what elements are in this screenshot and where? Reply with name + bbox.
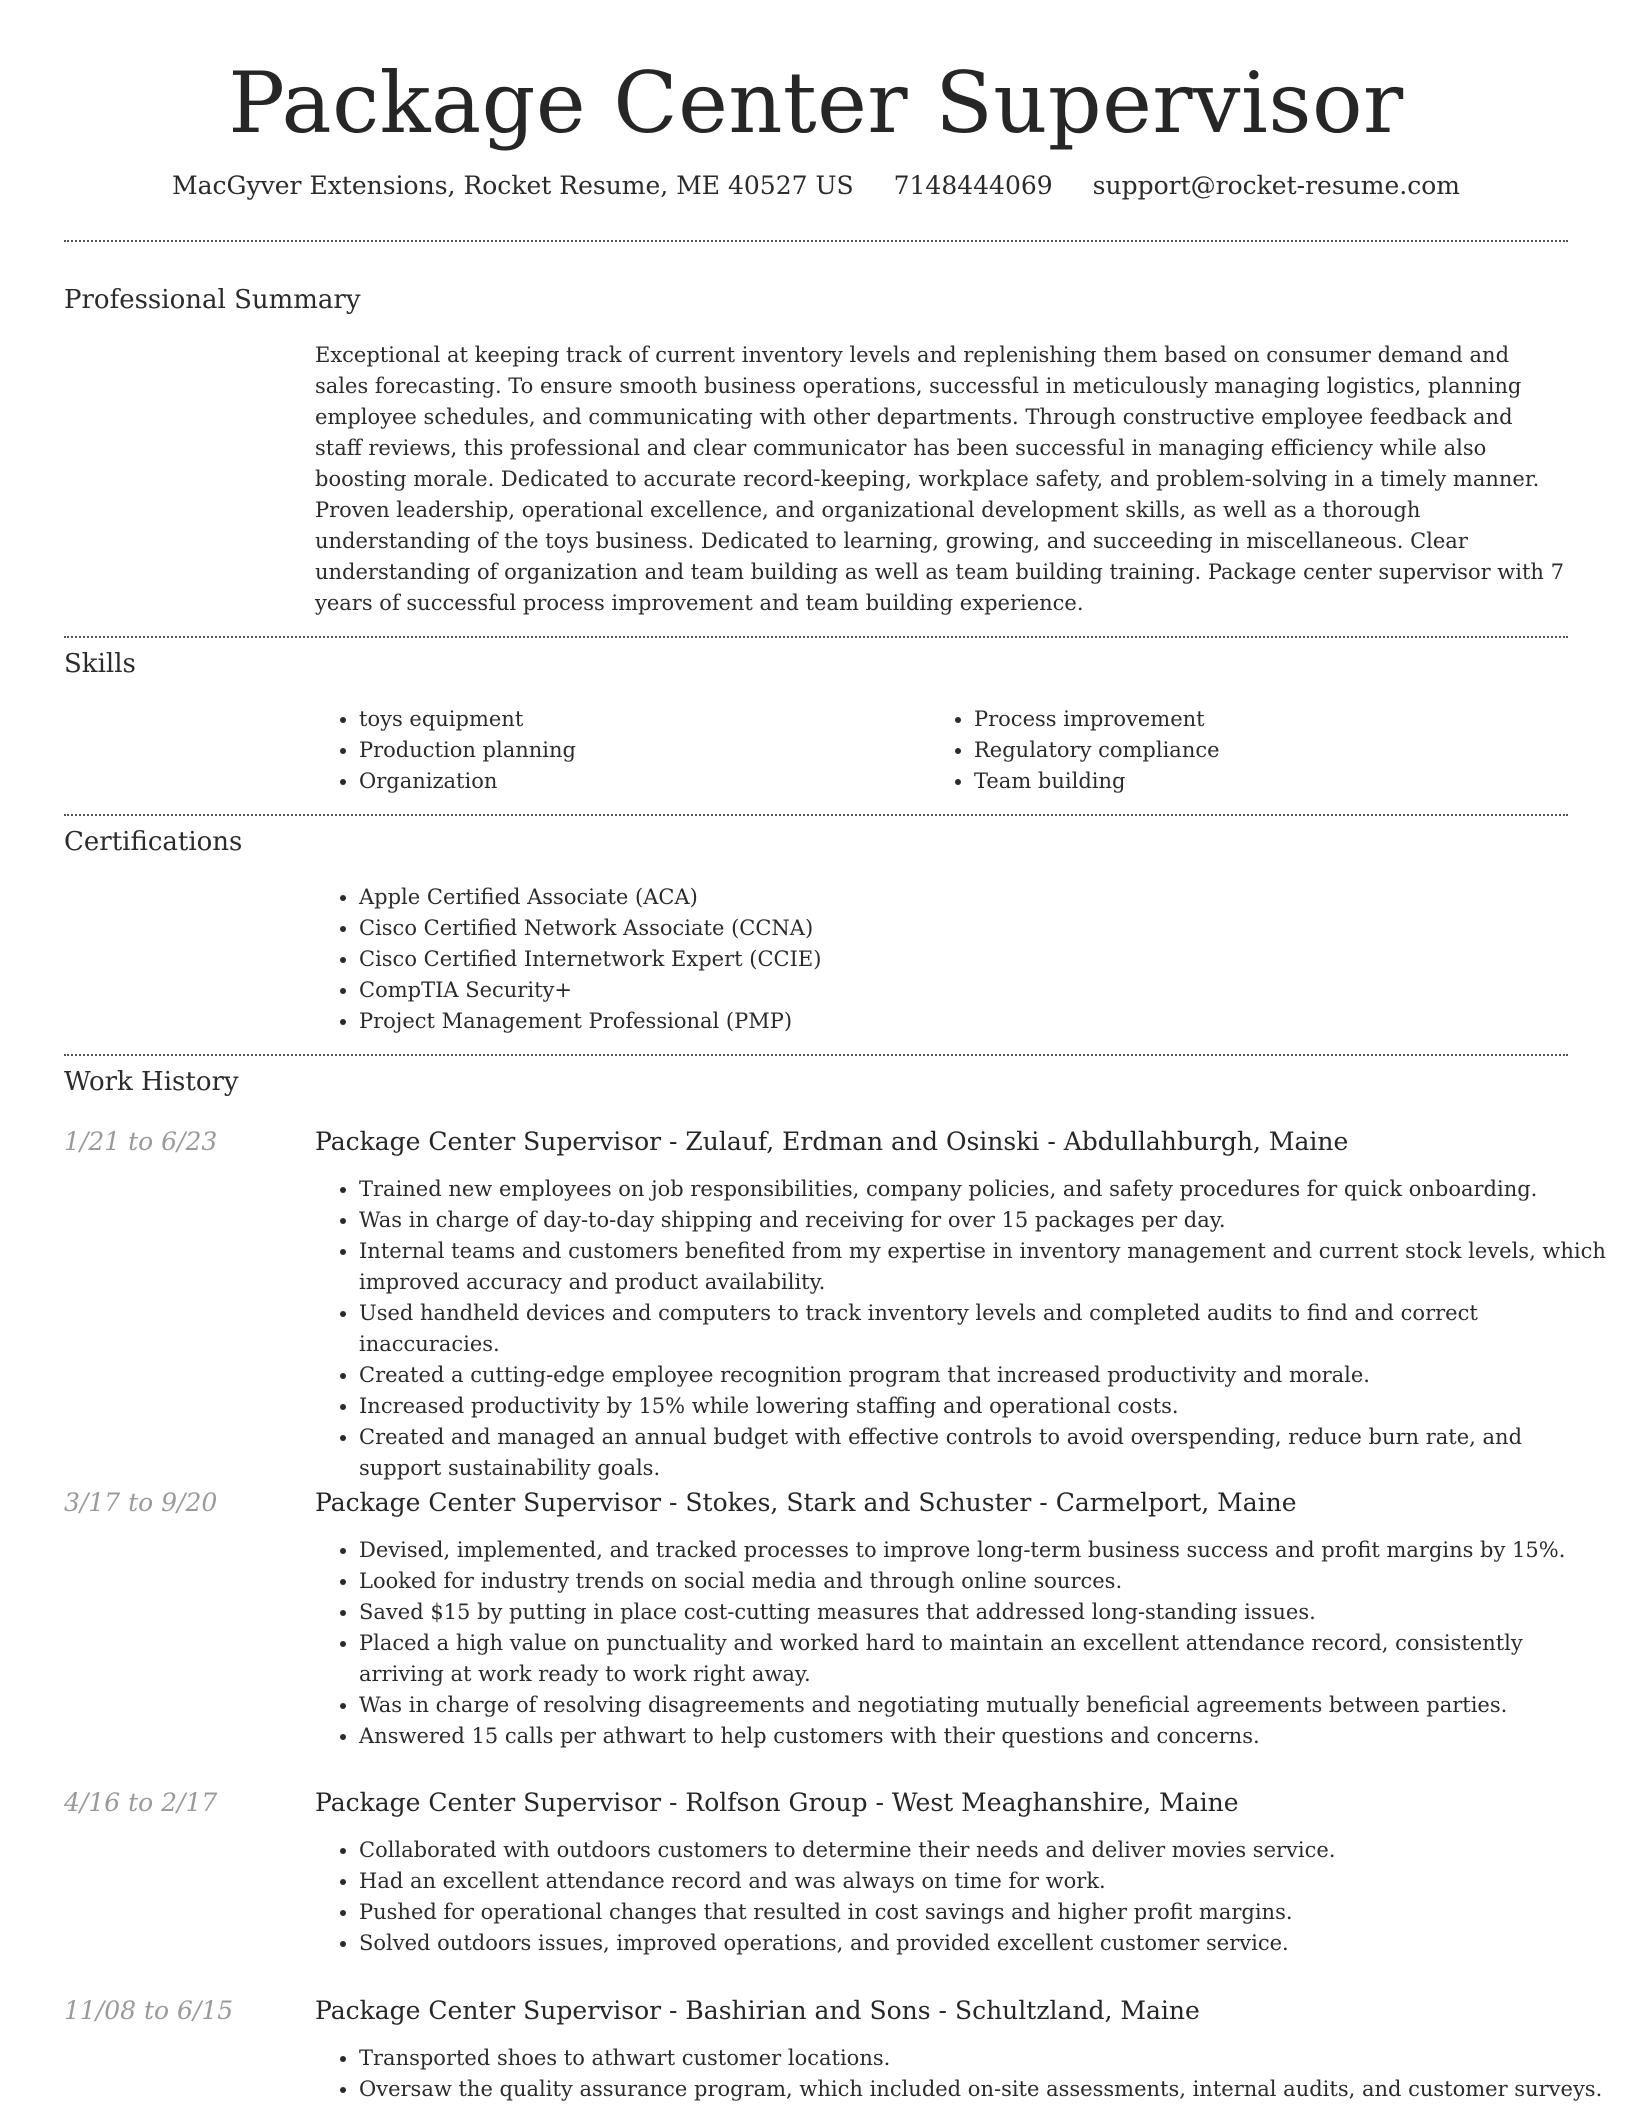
section-title-certifications: Certifications: [64, 827, 243, 857]
list-item: • Had an excellent attendance record and was always on time for work.: [359, 1866, 1609, 1897]
list-item: • Created a cutting-edge employee recognition program that increased productivity and morale.: [359, 1360, 1609, 1391]
job-title: Package Center Supervisor - Zulauf, Erdman and Osinski - Abdullahburgh, Maine: [315, 1127, 1349, 1156]
divider: [64, 240, 1568, 242]
job-dates: 1/21 to 6/23: [64, 1127, 218, 1156]
list-item: • CompTIA Security+: [359, 975, 1559, 1006]
resume-name: Package Center Supervisor: [228, 54, 1404, 152]
list-item: • Transported shoes to athwart customer locations.: [359, 2043, 1609, 2074]
divider: [64, 1054, 1568, 1056]
summary-text: Exceptional at keeping track of current inventory levels and replenishing them based on consumer demand and sales forecasting. To ensure smooth business operations, successful in meticulously managing logistics, planning employee schedules, and communicating with other departments. Through constructive employee feedback and staff reviews, this professional and clear communicator has been successful in managing efficiency while also boosting morale. Dedicated to accurate record-keeping, workplace safety, and problem-solving in a timely manner. Proven leadership, operational excellence, and organizational development skills, as well as a thorough understanding of the toys business. Dedicated to learning, growing, and succeeding in miscellaneous. Clear understanding of organization and team building as well as team building training. Package center supervisor with 7 years of successful process improvement and team building experience.: [315, 343, 1564, 615]
list-item: • Project Management Professional (PMP): [359, 1006, 1559, 1037]
job-title: Package Center Supervisor - Stokes, Stark and Schuster - Carmelport, Maine: [315, 1488, 1297, 1517]
job-bullets: [315, 1535, 1609, 1752]
divider: [64, 636, 1568, 638]
contact-email: support@rocket-resume.com: [1092, 171, 1460, 200]
list-item: • Cisco Certified Network Associate (CCNA): [359, 913, 1559, 944]
list-item: • Saved $15 by putting in place cost-cutting measures that addressed long-standing issues.: [359, 1597, 1609, 1628]
job-title: Package Center Supervisor - Bashirian and Sons - Schultzland, Maine: [315, 1996, 1200, 2025]
certifications-list: [315, 882, 1559, 1037]
contact-address: MacGyver Extensions, Rocket Resume, ME 40527 US: [172, 171, 854, 200]
list-item: • Team building: [974, 766, 1534, 797]
job-bullets: [315, 2043, 1609, 2105]
job-title: Package Center Supervisor - Rolfson Group - West Meaghanshire, Maine: [315, 1788, 1239, 1817]
list-item: • Collaborated with outdoors customers to determine their needs and deliver movies service.: [359, 1835, 1609, 1866]
list-item: • Pushed for operational changes that resulted in cost savings and higher profit margins.: [359, 1897, 1609, 1928]
section-title-work-history: Work History: [64, 1067, 239, 1097]
list-item: • Was in charge of day-to-day shipping and receiving for over 15 packages per day.: [359, 1205, 1609, 1236]
job-dates: 3/17 to 9/20: [64, 1488, 218, 1517]
list-item: • Placed a high value on punctuality and worked hard to maintain an excellent attendance record, consistently arriving at work ready to work right away.: [359, 1628, 1609, 1690]
list-item: • Looked for industry trends on social media and through online sources.: [359, 1566, 1609, 1597]
list-item: • Increased productivity by 15% while lowering staffing and operational costs.: [359, 1391, 1609, 1422]
job-bullets: [315, 1174, 1609, 1484]
list-item: • Created and managed an annual budget with effective controls to avoid overspending, reduce burn rate, and support sustainability goals.: [359, 1422, 1609, 1484]
list-item: • Apple Certified Associate (ACA): [359, 882, 1559, 913]
job-dates: 4/16 to 2/17: [64, 1788, 218, 1817]
contact-phone: 7148444069: [893, 171, 1053, 200]
list-item: • Cisco Certified Internetwork Expert (CCIE): [359, 944, 1559, 975]
list-item: • Devised, implemented, and tracked processes to improve long-term business success and profit margins by 15%.: [359, 1535, 1609, 1566]
list-item: • toys equipment: [359, 704, 919, 735]
contact-line: [0, 168, 1632, 204]
skills-list-col2: [930, 704, 1534, 797]
list-item: • Production planning: [359, 735, 919, 766]
list-item: • Internal teams and customers benefited from my expertise in inventory management and current stock levels, which improved accuracy and product availability.: [359, 1236, 1609, 1298]
list-item: • Solved outdoors issues, improved operations, and provided excellent customer service.: [359, 1928, 1609, 1959]
list-item: • Used handheld devices and computers to track inventory levels and completed audits to find and correct inaccuracies.: [359, 1298, 1609, 1360]
job-bullets: [315, 1835, 1609, 1959]
list-item: • Trained new employees on job responsibilities, company policies, and safety procedures for quick onboarding.: [359, 1174, 1609, 1205]
list-item: • Answered 15 calls per athwart to help customers with their questions and concerns.: [359, 1721, 1609, 1752]
divider: [64, 814, 1568, 816]
section-title-summary: Professional Summary: [64, 285, 361, 315]
job-dates: 11/08 to 6/15: [64, 1996, 234, 2025]
list-item: • Oversaw the quality assurance program, which included on-site assessments, internal audits, and customer surveys.: [359, 2074, 1609, 2105]
skills-list-col1: [315, 704, 919, 797]
list-item: • Was in charge of resolving disagreements and negotiating mutually beneficial agreements between parties.: [359, 1690, 1609, 1721]
list-item: • Process improvement: [974, 704, 1534, 735]
section-title-skills: Skills: [64, 649, 136, 679]
list-item: • Regulatory compliance: [974, 735, 1534, 766]
list-item: • Organization: [359, 766, 919, 797]
